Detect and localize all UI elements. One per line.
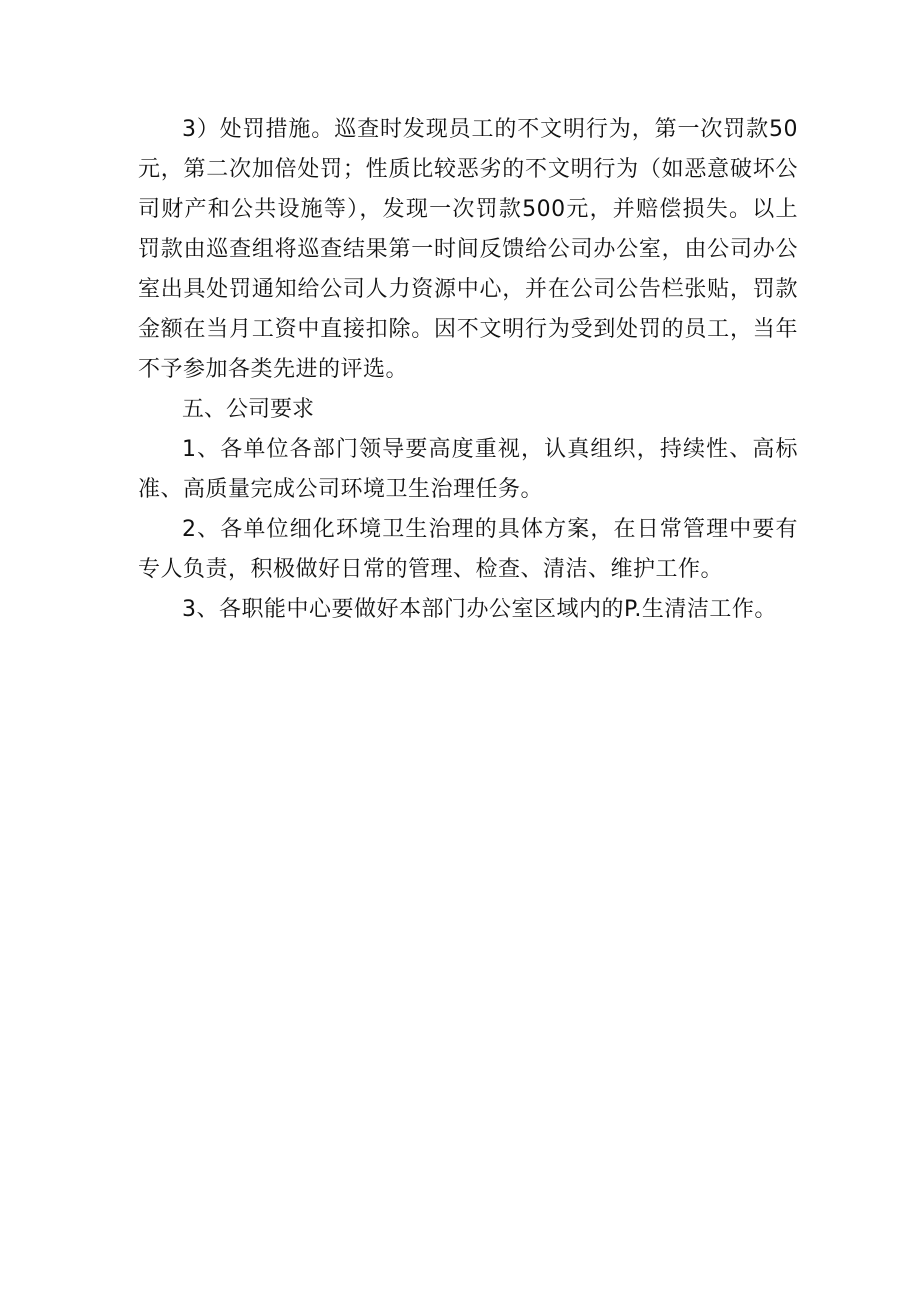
paragraph-penalty-measures: 3）处罚措施。巡查时发现员工的不文明行为，第一次罚款50元，第二次加倍处罚；性质比较恶劣的不文明行为（如恶意破坏公司财产和公共设施等），发现一次罚款500元，并赔偿损失。以上罚款由巡查组将巡查结果第一时间反馈给公司办公室，由公司办公室出具处罚通知给公司人力资源中心，并在公司公告栏张贴，罚款金额在当月工资中直接扣除。因不文明行为受到处罚的员工，当年不予参加各类先进的评选。	[138, 117, 798, 382]
document-body	[138, 110, 798, 630]
paragraph-requirement-1: 1、各单位各部门领导要高度重视，认真组织，持续性、高标准、高质量完成公司环境卫生治理任务。	[138, 437, 798, 502]
paragraph-requirement-2: 2、各单位细化环境卫生治理的具体方案，在日常管理中要有专人负责，积极做好日常的管理、检查、清洁、维护工作。	[138, 517, 798, 582]
section-heading-company-requirements: 五、公司要求	[182, 397, 315, 422]
paragraph-requirement-3: 3、各职能中心要做好本部门办公室区域内的P.生清洁工作。	[182, 597, 777, 622]
